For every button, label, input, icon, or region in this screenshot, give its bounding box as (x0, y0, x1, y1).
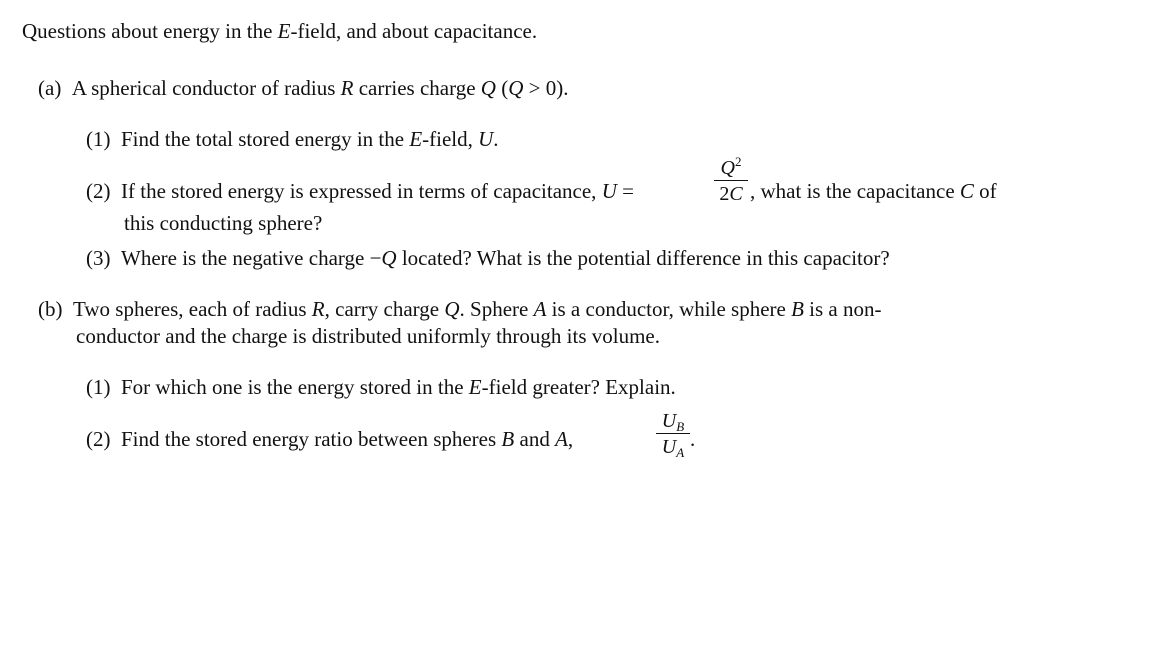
fraction-numerator: $Q^2$ (720, 154, 742, 179)
part-a-item-3 (86, 246, 890, 270)
capacitance-fraction (714, 154, 748, 205)
part-a-label: (a) (38, 76, 62, 100)
part-a-item-1-text: Find the total stored energy in the E-field, U. (115, 127, 499, 151)
part-b-item-2-text-before: Find the stored energy ratio between spheres B and A, (115, 427, 574, 451)
ratio-bar (656, 433, 690, 434)
part-a-item-2-text-before: If the stored energy is expressed in terms of capacitance, U = (115, 179, 634, 203)
part-a-item-1-label: (1) (86, 127, 111, 151)
part-a-item-3-text: Where is the negative charge −Q located? What is the potential difference in this capacitor? (115, 246, 890, 270)
part-b-item-1-text: For which one is the energy stored in the E-field greater? Explain. (115, 375, 676, 399)
part-b-text-line1: Two spheres, each of radius R, carry charge Q. Sphere A is a conductor, while sphere B is a non- (67, 297, 882, 321)
part-a-item-2-label: (2) (86, 179, 111, 203)
intro-post: -field, and about capacitance. (290, 19, 538, 43)
part-b-item-2-text-after: . (690, 427, 696, 451)
part-b-item-1 (86, 375, 676, 399)
ratio-denominator: $U_A$ (661, 436, 685, 460)
energy-ratio-fraction (656, 410, 690, 460)
part-b-item-2-label: (2) (86, 427, 111, 451)
part-a-item-1 (86, 127, 499, 151)
part-a-item-2-text-after: , what is the capacitance C of (750, 179, 997, 203)
part-a-item-2 (86, 179, 634, 203)
fraction-bar (714, 180, 748, 181)
part-b-text-line2: conductor and the charge is distributed uniformly through its volume. (76, 324, 661, 348)
part-a-text: A spherical conductor of radius R carries charge Q (Q > 0). (66, 76, 569, 100)
part-b-item-1-label: (1) (86, 375, 111, 399)
ratio-numerator: $U_B$ (661, 410, 685, 434)
part-b-label: (b) (38, 297, 63, 321)
intro-pre: Questions about energy in the (22, 19, 278, 43)
part-a-item-3-label: (3) (86, 246, 111, 270)
part-b-item-2 (86, 427, 573, 451)
part-a-item-2-line2: this conducting sphere? (124, 211, 323, 235)
fraction-denominator: 2C (719, 183, 743, 205)
intro-e: E (277, 19, 291, 43)
intro-text (22, 19, 537, 43)
part-a (38, 76, 568, 100)
part-b (38, 297, 882, 321)
